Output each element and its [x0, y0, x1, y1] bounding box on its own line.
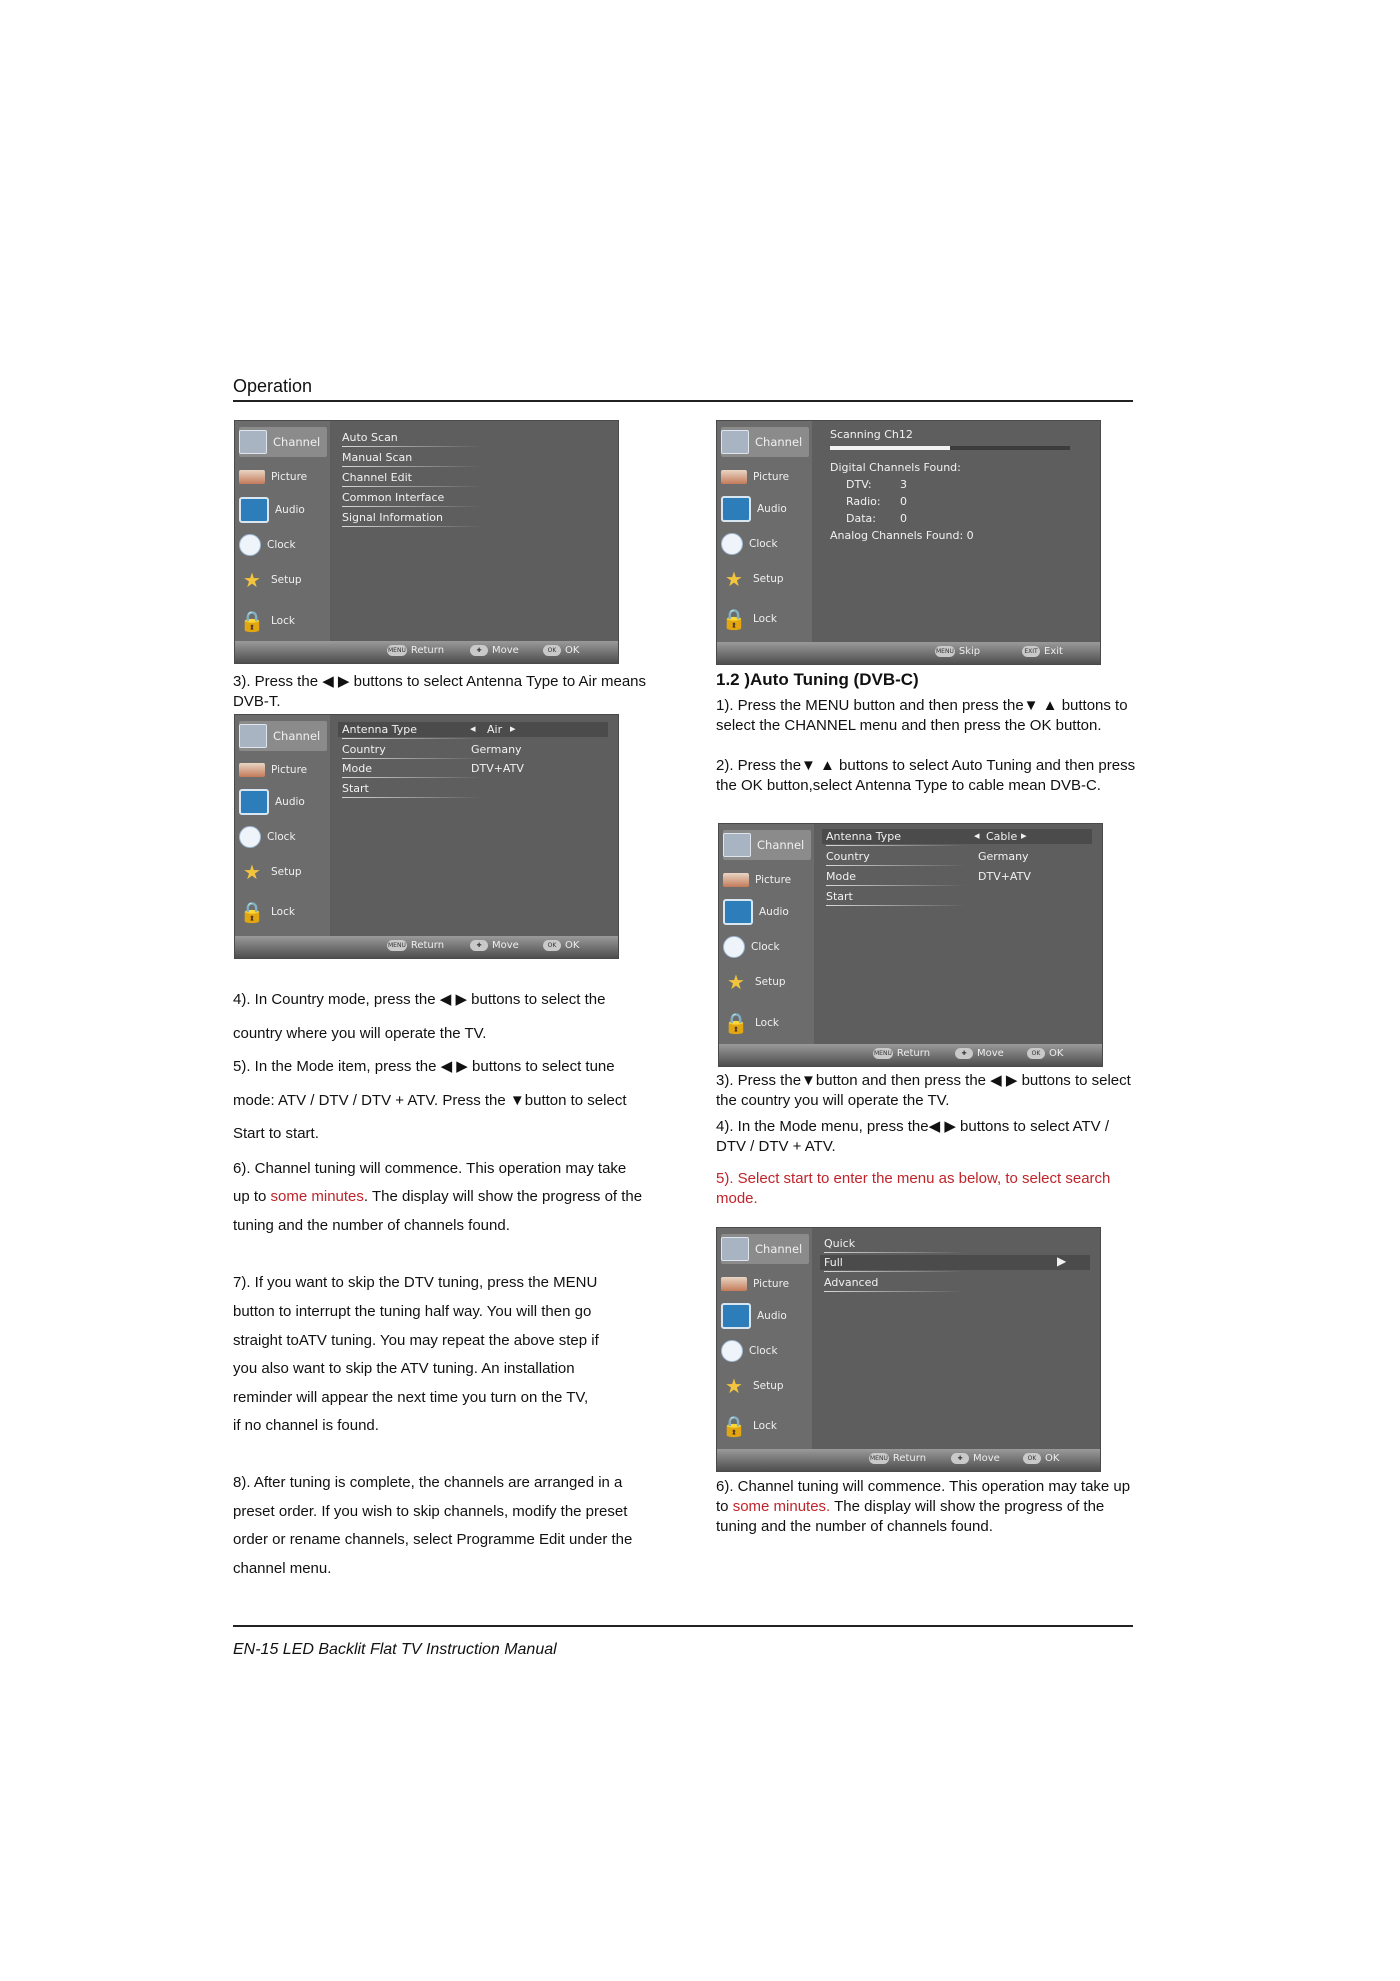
footer-title: EN-15 LED Backlit Flat TV Instruction Manual	[233, 1641, 557, 1658]
country-value: Germany	[978, 850, 1029, 863]
dtv-label: DTV:	[846, 478, 872, 491]
menu-item-manual-scan[interactable]: Manual Scan	[342, 451, 472, 464]
hint-move: ✚ Move	[955, 1048, 1004, 1059]
tv-scan-panel	[812, 421, 1100, 642]
left-step-7-line5: reminder will appear the next time you turn on the TV,	[233, 1389, 589, 1406]
hint-ok: OK OK	[543, 645, 579, 656]
right-step-6: 6). Channel tuning will commence. This operation may take up to some minutes. The display will show the progress of the tuning and the number of channels found.	[716, 1478, 1131, 1535]
audio-icon	[721, 496, 751, 522]
star-icon: ★	[243, 568, 261, 592]
sidebar-item-lock[interactable]: 🔒 Lock	[721, 607, 777, 631]
hint-return: MENU Return	[874, 1048, 931, 1059]
tv-sidebar	[717, 1228, 812, 1449]
hint-ok: OK OK	[1023, 1453, 1059, 1464]
left-step-7-line4: you also want to skip the ATV tuning. An installation	[233, 1360, 575, 1377]
left-step-4a: 4). In Country mode, press the ◀ ▶ buttons to select the	[233, 991, 606, 1008]
right-step-2: 2). Press the▼ ▲ buttons to select Auto Tuning and then press the OK button,select Antenna Type to cable mean DVB-C.	[716, 757, 1136, 794]
left-step-7-line2: button to interrupt the tuning half way. You will then go	[233, 1303, 592, 1320]
scan-progress-bar	[830, 446, 1070, 450]
menu-item-quick[interactable]: Quick	[824, 1237, 954, 1250]
hint-return: MENU Return	[388, 645, 445, 656]
channel-icon	[721, 1237, 749, 1261]
tv-menu-panel	[812, 1228, 1100, 1449]
left-step-3: 3). Press the ◀ ▶ buttons to select Antenna Type to Air means DVB-T.	[233, 673, 647, 710]
left-step-7-line1: 7). If you want to skip the DTV tuning, press the MENU	[233, 1274, 598, 1291]
arrow-right-icon[interactable]: ▸	[1021, 829, 1027, 842]
hint-move: ✚ Move	[470, 645, 519, 656]
sidebar-item-channel[interactable]: Channel	[723, 830, 811, 860]
sidebar-item-clock[interactable]: Clock	[721, 1336, 809, 1366]
channel-icon	[239, 724, 267, 748]
sidebar-item-picture[interactable]: Picture	[721, 462, 809, 492]
sidebar-item-picture[interactable]: Picture	[239, 462, 327, 492]
data-count: 0	[900, 512, 907, 525]
left-step-8-line4: channel menu.	[233, 1560, 332, 1577]
hint-return: MENU Return	[388, 940, 445, 951]
move-icon: ✚	[951, 1453, 969, 1464]
clock-icon	[721, 1340, 743, 1362]
lock-icon: 🔒	[723, 1011, 749, 1035]
hint-ok: OK OK	[1027, 1048, 1063, 1059]
left-step-5c: Start to start.	[233, 1125, 319, 1142]
sidebar-item-setup[interactable]: ★ Setup	[721, 564, 809, 594]
menu-item-advanced[interactable]: Advanced	[824, 1276, 954, 1289]
sidebar-item-clock[interactable]: Clock	[721, 529, 809, 559]
menu-item-country[interactable]: Country	[342, 743, 472, 756]
hint-exit: EXIT Exit	[1022, 646, 1063, 657]
tv-screen-channel-menu	[234, 420, 619, 664]
menu-item-antenna-type[interactable]: Antenna Type	[826, 830, 956, 843]
data-label: Data:	[846, 512, 876, 525]
left-step-7-line3: straight toATV tuning. You may repeat the above step if	[233, 1332, 599, 1349]
left-step-8-line3: order or rename channels, select Programme Edit under the	[233, 1531, 633, 1548]
sidebar-item-clock[interactable]: Clock	[239, 530, 327, 560]
hint-ok: OK OK	[543, 940, 579, 951]
clock-icon	[723, 936, 745, 958]
arrow-left-icon[interactable]: ◂	[470, 722, 476, 735]
menu-item-auto-scan[interactable]: Auto Scan	[342, 431, 472, 444]
menu-item-country[interactable]: Country	[826, 850, 956, 863]
dtv-count: 3	[900, 478, 907, 491]
sidebar-item-audio[interactable]: Audio	[239, 787, 327, 817]
tv-hint-bar	[717, 1449, 1100, 1471]
picture-icon	[723, 873, 749, 887]
left-step-8-line2: preset order. If you wish to skip channels, modify the preset	[233, 1503, 628, 1520]
move-icon: ✚	[470, 645, 488, 656]
clock-icon	[239, 534, 261, 556]
mode-value: DTV+ATV	[471, 762, 524, 775]
star-icon: ★	[725, 1374, 743, 1398]
left-step-6c: tuning and the number of channels found.	[233, 1217, 510, 1234]
scanning-channel: Scanning Ch12	[830, 428, 913, 441]
tv-hint-bar	[719, 1044, 1102, 1066]
sidebar-item-clock[interactable]: Clock	[723, 932, 811, 962]
channel-icon	[239, 430, 267, 454]
menu-item-mode[interactable]: Mode	[826, 870, 956, 883]
right-step-4: 4). In the Mode menu, press the◀ ▶ buttons to select ATV / DTV / DTV + ATV.	[716, 1118, 1109, 1155]
tv-hint-bar	[717, 642, 1100, 664]
audio-icon	[239, 789, 269, 815]
tv-screen-scanning	[716, 420, 1101, 665]
tv-sidebar	[235, 715, 330, 936]
left-step-8-line1: 8). After tuning is complete, the channels are arranged in a	[233, 1474, 623, 1491]
sidebar-item-setup[interactable]: ★ Setup	[723, 967, 811, 997]
tv-sidebar	[717, 421, 812, 642]
star-icon: ★	[243, 860, 261, 884]
arrow-right-icon[interactable]: ▸	[510, 722, 516, 735]
analog-channels-found: Analog Channels Found: 0	[830, 529, 974, 542]
sidebar-item-setup[interactable]: ★ Setup	[721, 1371, 809, 1401]
sidebar-item-lock[interactable]: 🔒 Lock	[721, 1414, 777, 1438]
tv-menu-panel	[814, 824, 1102, 1044]
lock-icon: 🔒	[239, 900, 265, 924]
move-icon: ✚	[955, 1048, 973, 1059]
picture-icon	[239, 470, 265, 484]
audio-icon	[723, 899, 753, 925]
menu-item-mode[interactable]: Mode	[342, 762, 472, 775]
menu-item-start[interactable]: Start	[342, 782, 472, 795]
tv-hint-bar	[235, 641, 618, 663]
hint-return: MENU Return	[870, 1453, 927, 1464]
tv-menu-panel	[330, 715, 618, 936]
sidebar-item-picture[interactable]: Picture	[239, 755, 327, 785]
arrow-right-icon[interactable]: ▶	[1057, 1254, 1067, 1268]
left-step-4b: country where you will operate the TV.	[233, 1025, 487, 1042]
clock-icon	[239, 826, 261, 848]
hint-skip: MENU Skip	[936, 646, 981, 657]
menu-item-channel-edit[interactable]: Channel Edit	[342, 471, 472, 484]
menu-item-start[interactable]: Start	[826, 890, 956, 903]
tv-sidebar	[719, 824, 814, 1044]
tv-screen-antenna-cable	[718, 823, 1103, 1067]
channel-icon	[721, 430, 749, 454]
audio-icon	[239, 497, 269, 523]
sidebar-item-audio[interactable]: Audio	[239, 495, 327, 525]
sidebar-item-setup[interactable]: ★ Setup	[239, 565, 327, 595]
sidebar-item-lock[interactable]: 🔒 Lock	[723, 1011, 779, 1035]
sidebar-item-picture[interactable]: Picture	[723, 865, 811, 895]
antenna-type-value: Air	[487, 723, 503, 736]
left-step-6a: 6). Channel tuning will commence. This operation may take	[233, 1160, 627, 1177]
sidebar-item-channel[interactable]: Channel	[239, 721, 327, 751]
antenna-type-value: Cable	[986, 830, 1018, 843]
channel-icon	[723, 833, 751, 857]
tv-menu-panel	[330, 421, 618, 641]
section-heading-auto-tuning: 1.2 )Auto Tuning (DVB-C)	[716, 670, 919, 689]
tv-hint-bar	[235, 936, 618, 958]
left-step-5a: 5). In the Mode item, press the ◀ ▶ buttons to select tune	[233, 1058, 615, 1075]
menu-item-signal-information[interactable]: Signal Information	[342, 511, 472, 524]
country-value: Germany	[471, 743, 522, 756]
tv-screen-search-mode	[716, 1227, 1101, 1472]
right-step-1: 1). Press the MENU button and then press the▼ ▲ buttons to select the CHANNEL menu and then press the OK button.	[716, 697, 1128, 734]
move-icon: ✚	[470, 940, 488, 951]
digital-channels-found: Digital Channels Found:	[830, 461, 961, 474]
hint-move: ✚ Move	[951, 1453, 1000, 1464]
picture-icon	[721, 1277, 747, 1291]
header-rule	[233, 400, 1133, 402]
star-icon: ★	[727, 970, 745, 994]
sidebar-item-audio[interactable]: Audio	[721, 1301, 809, 1331]
sidebar-item-picture[interactable]: Picture	[721, 1269, 809, 1299]
sidebar-item-audio[interactable]: Audio	[723, 897, 811, 927]
radio-count: 0	[900, 495, 907, 508]
hint-move: ✚ Move	[470, 940, 519, 951]
menu-item-full[interactable]: Full	[824, 1256, 954, 1269]
lock-icon: 🔒	[721, 1414, 747, 1438]
picture-icon	[239, 763, 265, 777]
footer-rule	[233, 1625, 1133, 1627]
audio-icon	[721, 1303, 751, 1329]
sidebar-item-lock[interactable]: 🔒 Lock	[239, 900, 295, 924]
left-step-5b: mode: ATV / DTV / DTV + ATV. Press the ▼button to select	[233, 1092, 627, 1109]
sidebar-item-setup[interactable]: ★ Setup	[239, 857, 327, 887]
left-step-6b: up to some minutes. The display will show the progress of the	[233, 1188, 643, 1205]
menu-item-antenna-type[interactable]: Antenna Type	[342, 723, 472, 736]
sidebar-item-lock[interactable]: 🔒 Lock	[239, 609, 295, 633]
radio-label: Radio:	[846, 495, 881, 508]
sidebar-item-clock[interactable]: Clock	[239, 822, 327, 852]
scan-progress-fill	[830, 446, 950, 450]
arrow-left-icon[interactable]: ◂	[974, 829, 980, 842]
star-icon: ★	[725, 567, 743, 591]
menu-item-common-interface[interactable]: Common Interface	[342, 491, 472, 504]
sidebar-item-channel[interactable]: Channel	[721, 427, 809, 457]
mode-value: DTV+ATV	[978, 870, 1031, 883]
left-step-7-line6: if no channel is found.	[233, 1417, 379, 1434]
clock-icon	[721, 533, 743, 555]
picture-icon	[721, 470, 747, 484]
sidebar-item-channel[interactable]: Channel	[721, 1234, 809, 1264]
tv-sidebar	[235, 421, 330, 641]
page-header-title: Operation	[233, 376, 313, 396]
right-step-3: 3). Press the▼button and then press the ◀ ▶ buttons to select the country you will operate the TV.	[716, 1072, 1131, 1109]
tv-screen-antenna-air	[234, 714, 619, 959]
lock-icon: 🔒	[721, 607, 747, 631]
sidebar-item-audio[interactable]: Audio	[721, 494, 809, 524]
lock-icon: 🔒	[239, 609, 265, 633]
right-step-5: 5). Select start to enter the menu as below, to select search mode.	[716, 1170, 1111, 1207]
sidebar-item-channel[interactable]: Channel	[239, 427, 327, 457]
